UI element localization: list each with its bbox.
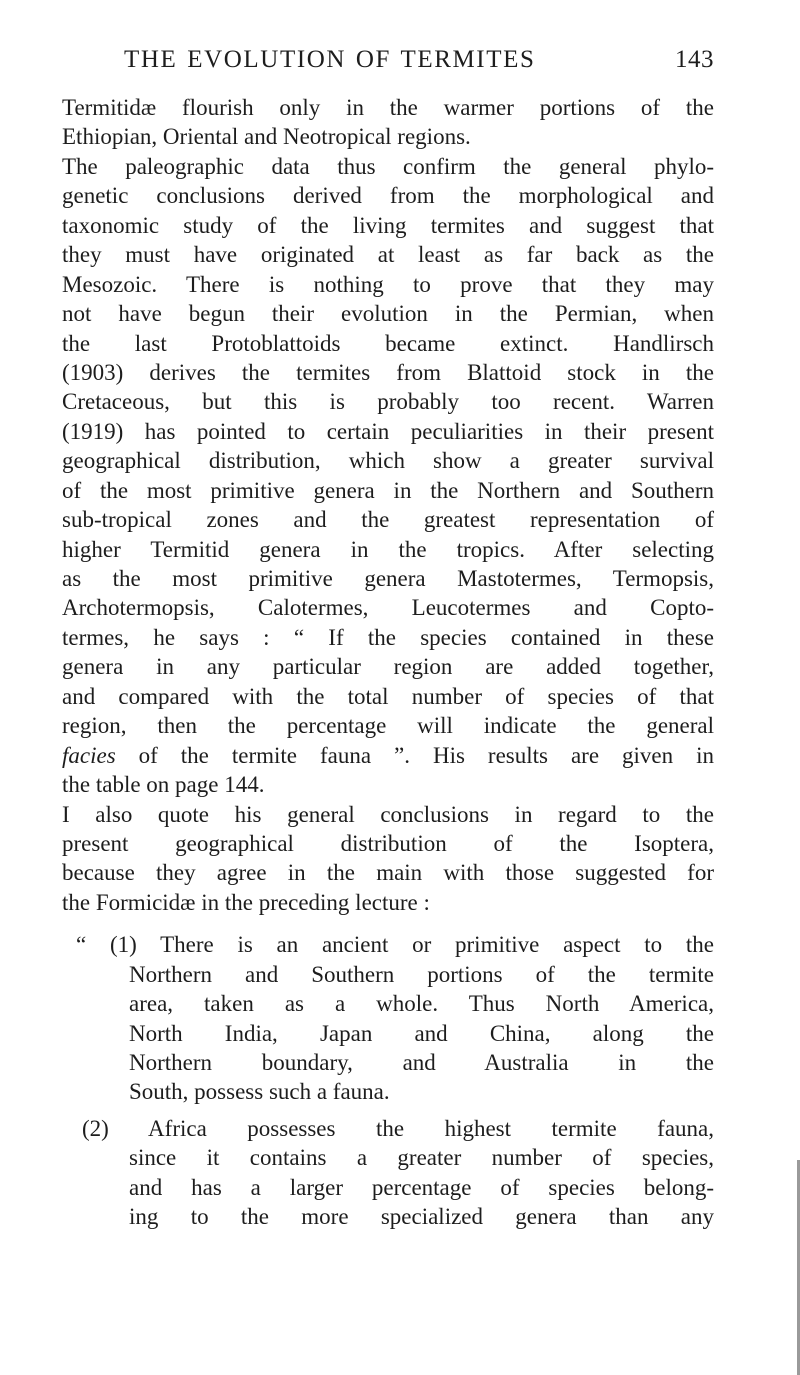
paragraph [62,152,714,800]
text-line: genetic conclusions derived from the morphological and [62,183,714,209]
text-line: the table on page 144. [62,772,265,798]
text-line: present geographical distribution of the Isoptera, [62,830,714,856]
page-number: 143 [675,46,714,73]
text-line: the Formicidæ in the preceding lecture : [62,889,430,915]
text-line: the last Protoblattoids became extinct. Handlirsch [62,330,714,356]
text-line: The paleographic data thus confirm the general phylo- [62,153,714,179]
list-line: Northern boundary, and Australia in the [129,1050,714,1075]
text-line: Termitidæ flourish only in the warmer portions of the [62,95,714,120]
text-line: Ethiopian, Oriental and Neotropical regions. [62,124,471,150]
body-text [62,93,714,1232]
quoted-list-item [62,1114,714,1232]
text-line: geographical distribution, which show a greater survival [62,448,714,474]
text-line: (1903) derives the termites from Blattoid stock in the [62,359,714,385]
list-line: North India, Japan and China, along the [129,1020,714,1046]
block-spacer [62,1107,714,1114]
list-line: and has a larger percentage of species belong- [129,1174,714,1200]
text-line: taxonomic study of the living termites and suggest that [62,212,714,238]
text-line: because they agree in the main with those suggested for [62,860,714,886]
text-line: termes, he says : “ If the species contained in these [62,624,714,650]
text-line: as the most primitive genera Mastotermes, Termopsis, [62,566,714,591]
text-line: they must have originated at least as far back as the [62,242,714,268]
text-line: genera in any particular region are added together, [62,654,714,680]
text-line: higher Termitid genera in the tropics. After selecting [62,536,714,562]
paragraph [62,93,714,152]
text-line: (1919) has pointed to certain peculiarities in their present [62,418,714,444]
text-line-facies: facies of the termite fauna ”. His results are given in [62,742,714,768]
text-line: Mesozoic. There is nothing to prove that they may [62,271,714,297]
page-header [62,46,714,82]
running-head: THE EVOLUTION OF TERMITES [124,46,536,73]
text-line: I also quote his general conclusions in regard to the [62,801,714,827]
text-line: and compared with the total number of species of that [62,683,714,709]
list-line: South, possess such a fauna. [129,1079,390,1105]
paragraph [62,800,714,918]
text-line: Cretaceous, but this is probably too recent. Warren [62,389,714,415]
list-line: “ (1) There is an ancient or primitive aspect to the [76,932,714,958]
text-line: region, then the percentage will indicate the general [62,713,714,739]
text-line: Archotermopsis, Calotermes, Leucotermes and Copto- [62,595,714,621]
list-line: Northern and Southern portions of the termite [129,961,714,987]
list-line: (2) Africa possesses the highest termite fauna, [82,1115,714,1141]
block-spacer [62,917,714,930]
list-line: area, taken as a whole. Thus North America, [129,991,714,1017]
list-line: ing to the more specialized genera than any [129,1204,714,1230]
quoted-list-item [62,930,714,1107]
text-line: of the most primitive genera in the Northern and Southern [62,477,714,503]
list-line: since it contains a greater number of species, [129,1145,714,1171]
text-line: not have begun their evolution in the Permian, when [62,301,714,327]
text-line: sub-tropical zones and the greatest representation of [62,507,714,533]
